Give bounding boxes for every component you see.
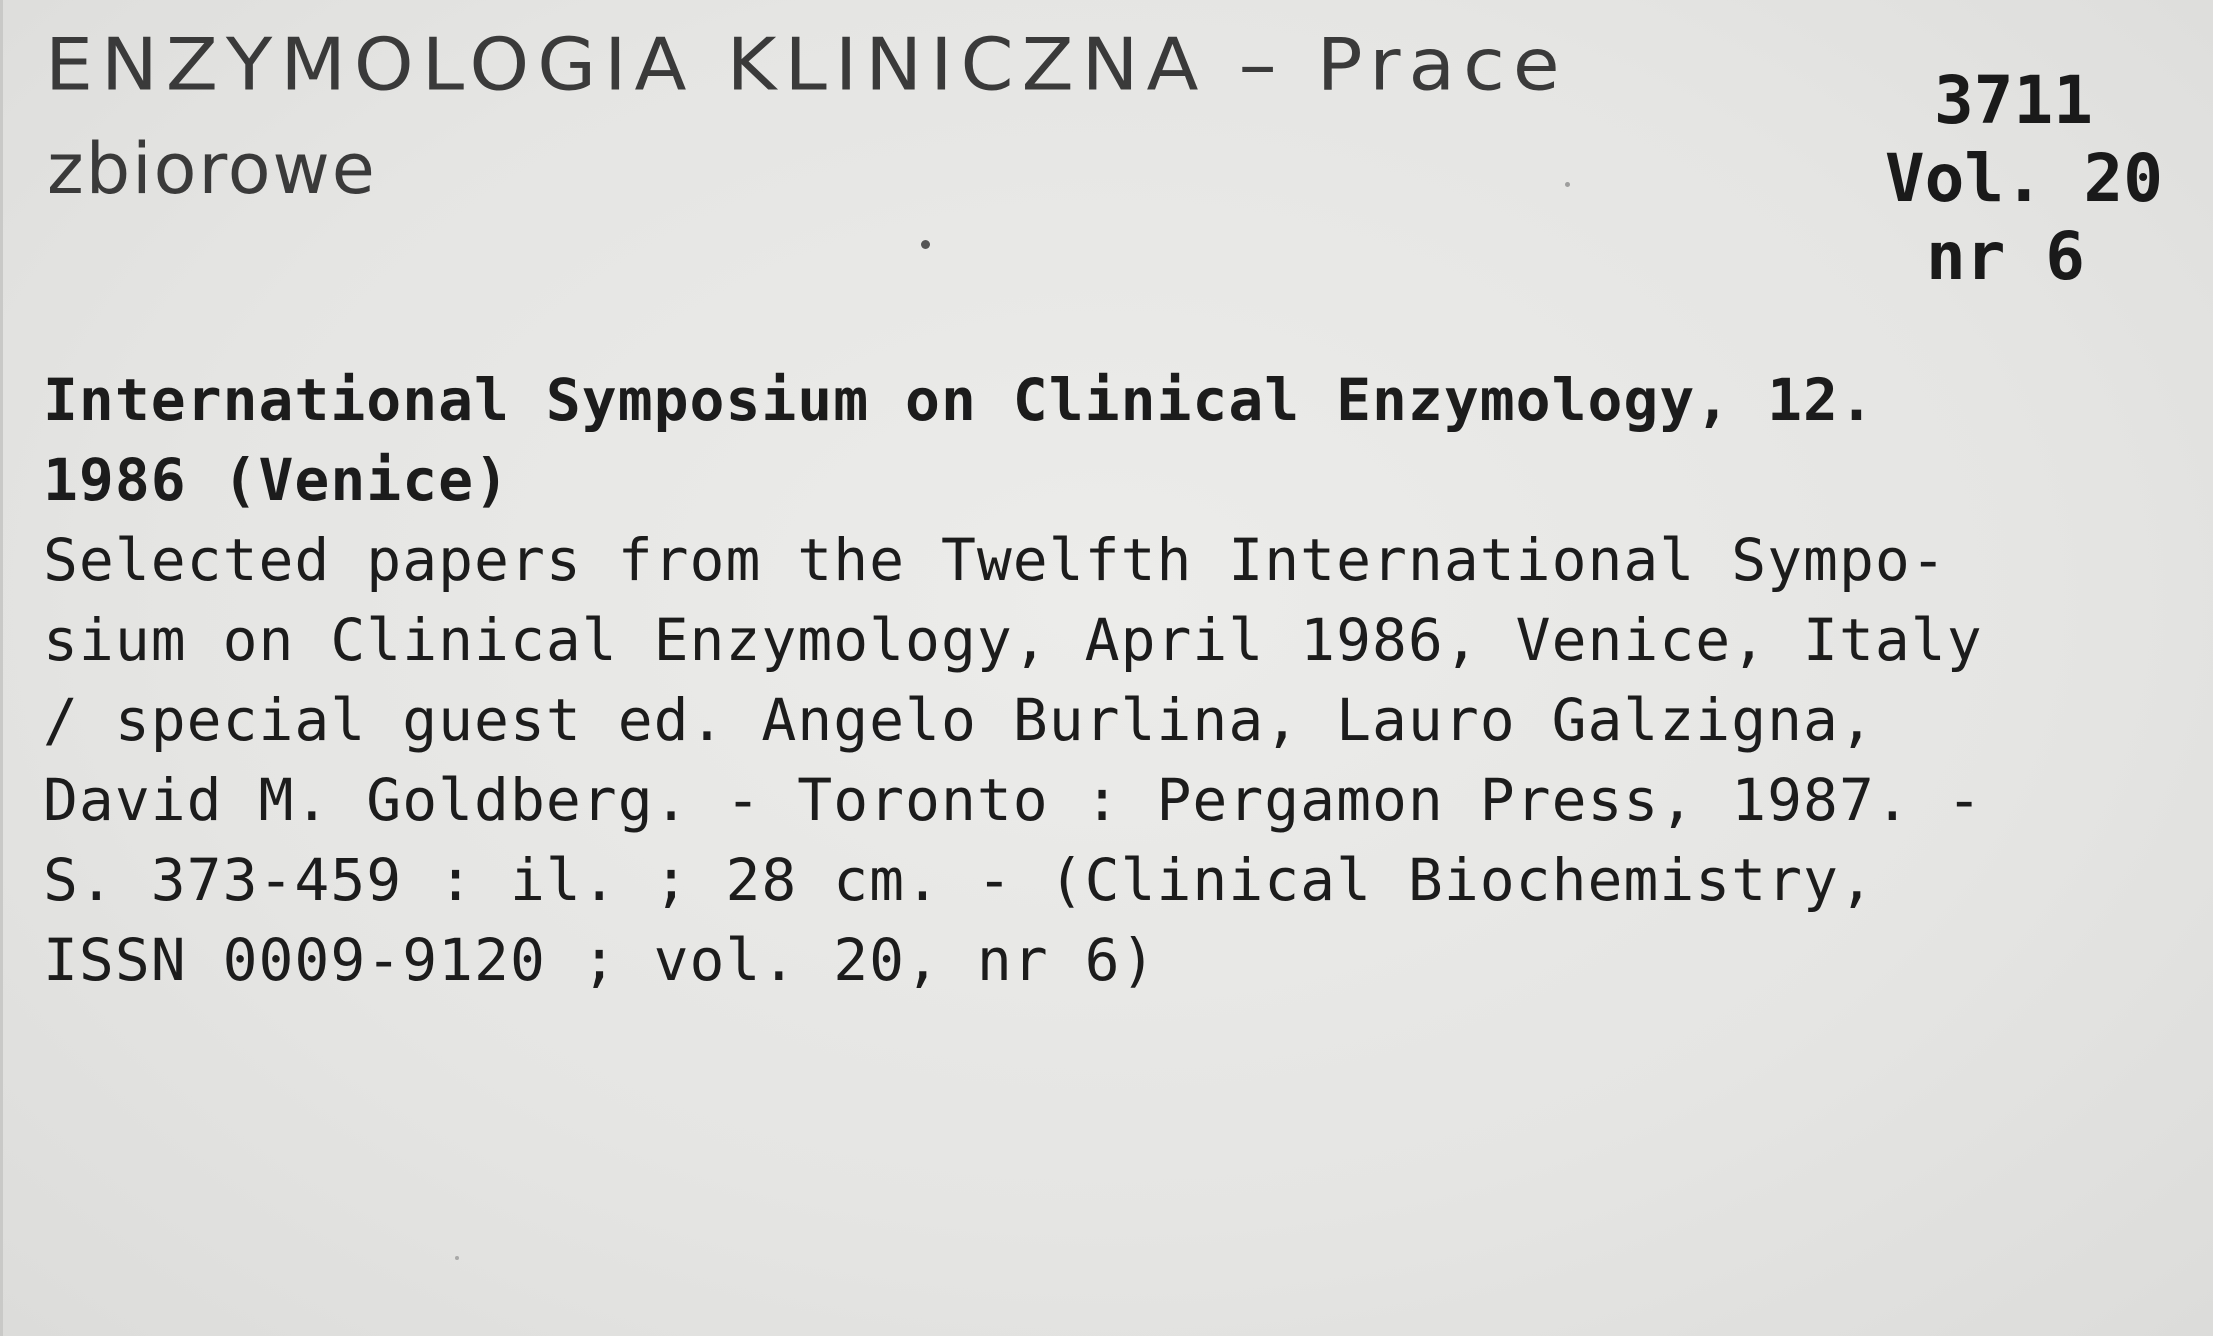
- paper-speck: [921, 240, 930, 249]
- handwritten-subject-subheading: zbiorowe: [47, 128, 377, 210]
- entry-body-line: S. 373-459 : il. ; 28 cm. - (Clinical Biochemistry,: [43, 846, 1875, 914]
- bibliographic-entry: [43, 360, 2183, 1000]
- call-number: 3711: [1934, 62, 2093, 139]
- handwritten-subject-heading: ENZYMOLOGIA KLINICZNA – Prace: [45, 22, 1568, 107]
- entry-body-line: sium on Clinical Enzymology, April 1986, Venice, Italy: [43, 606, 1983, 674]
- entry-heading-line: 1986 (Venice): [43, 446, 510, 514]
- issue-number: nr 6: [1926, 218, 2085, 295]
- call-number-block: [1885, 62, 2163, 296]
- volume-number: Vol. 20: [1884, 140, 2163, 217]
- entry-body-line: / special guest ed. Angelo Burlina, Lauro Galzigna,: [43, 686, 1875, 754]
- entry-body-line: ISSN 0009-9120 ; vol. 20, nr 6): [43, 926, 1157, 994]
- paper-speck: [1565, 182, 1570, 187]
- paper-speck: [455, 1256, 459, 1260]
- entry-body-line: Selected papers from the Twelfth International Sympo-: [43, 526, 1947, 594]
- entry-body-line: David M. Goldberg. - Toronto : Pergamon Press, 1987. -: [43, 766, 1983, 834]
- entry-heading-line: International Symposium on Clinical Enzymology, 12.: [43, 366, 1875, 434]
